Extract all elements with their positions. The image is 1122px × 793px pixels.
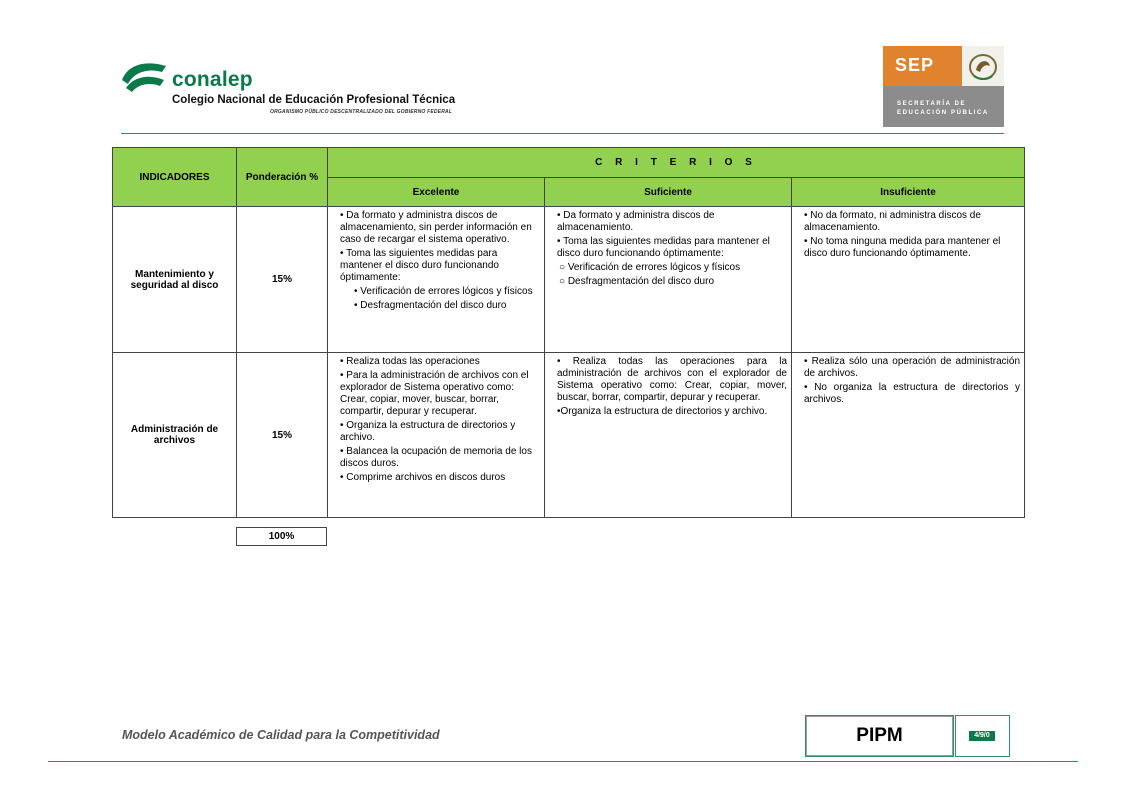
suficiente-cell (545, 207, 792, 353)
criterion-item: • Realiza todas las operaciones (340, 356, 480, 367)
criterion-item: • Comprime archivos en discos duros (340, 472, 506, 483)
criterion-item: • Da formato y administra discos de almacenamiento, sin perder información en caso de recargar el sistema operativo. (340, 210, 532, 245)
criterion-subitem: ○ Desfragmentación del disco duro (559, 276, 715, 287)
criterion-item: • No da formato, ni administra discos de almacenamiento. (804, 210, 981, 233)
header-insuficiente: Insuficiente (792, 178, 1025, 207)
insuficiente-cell (792, 353, 1025, 518)
mexico-eagle-icon (962, 46, 1004, 86)
excelente-cell (328, 353, 545, 518)
suficiente-cell (545, 353, 792, 518)
criterion-item: • Balancea la ocupación de memoria de los discos duros. (340, 446, 532, 469)
criterion-item: • Realiza todas las operaciones para la administración de archivos con el explorador de Sistema operativo como: Crear, copiar, mover, buscar, borrar, compartir, depurar y recuperar. (557, 356, 787, 403)
criterion-subitem: • Verificación de errores lógicos y físicos (354, 286, 533, 297)
code-box (955, 715, 1010, 757)
logo-name: conalep (172, 68, 253, 91)
criterion-subitem: ○ Verificación de errores lógicos y físicos (559, 262, 741, 273)
criterion-item: • Da formato y administra discos de almacenamiento. (557, 210, 715, 233)
criterion-item: • Toma las siguientes medidas para mantener el disco duro funcionando óptimamente: (340, 248, 499, 283)
rubric-table (112, 147, 1025, 518)
sep-line1: SECRETARÍA DE (897, 101, 967, 107)
criterion-subitem: • Desfragmentación del disco duro (354, 300, 507, 311)
criterion-item: • Organiza la estructura de directorios y archivo. (340, 420, 516, 443)
header-criterios: C R I T E R I O S (328, 148, 1025, 178)
table-row (113, 207, 1025, 353)
total-ponderacion: 100% (236, 527, 327, 546)
header-divider (121, 133, 1004, 134)
excelente-cell (328, 207, 545, 353)
ponderacion-cell: 15% (237, 207, 328, 353)
criterion-item: • No toma ninguna medida para mantener el disco duro funcionando óptimamente. (804, 236, 1001, 259)
sep-line2: EDUCACIÓN PÚBLICA (897, 110, 989, 116)
criterion-item: • Para la administración de archivos con el explorador de Sistema operativo como: Crear, copiar, mover, buscar, borrar, compartir, depurar y recuperar. (340, 370, 529, 417)
sep-logo (883, 46, 1004, 127)
criterion-item: • No organiza la estructura de directorios y archivos. (804, 382, 1021, 405)
footer-model-text: Modelo Académico de Calidad para la Competitividad (122, 728, 440, 742)
header-indicadores: INDICADORES (113, 148, 237, 207)
sep-word: SEP (895, 55, 935, 75)
table-row (113, 353, 1025, 518)
footer-divider (48, 761, 1078, 762)
conalep-emblem-icon (120, 58, 170, 98)
ponderacion-cell: 15% (237, 353, 328, 518)
logo-full-name: Colegio Nacional de Educación Profesional Técnica (172, 94, 456, 106)
criterion-item: • Toma las siguientes medidas para mantener el disco duro funcionando óptimamente: (557, 236, 770, 259)
header-ponderacion: Ponderación % (237, 148, 328, 207)
indicador-cell: Mantenimiento y seguridad al disco (113, 207, 237, 353)
indicador-cell: Administración de archivos (113, 353, 237, 518)
criterion-item: • Realiza sólo una operación de administración de archivos. (804, 356, 1021, 379)
header-suficiente: Suficiente (545, 178, 792, 207)
header-excelente: Excelente (328, 178, 545, 207)
conalep-logo (120, 58, 480, 118)
pipm-label: PIPM (805, 715, 954, 757)
criterion-item: •Organiza la estructura de directorios y archivo. (557, 406, 768, 417)
logo-subtitle: ORGANISMO PÚBLICO DESCENTRALIZADO DEL GOBIERNO FEDERAL (270, 109, 453, 115)
code-badge: 4/9/0 (969, 731, 995, 741)
insuficiente-cell (792, 207, 1025, 353)
